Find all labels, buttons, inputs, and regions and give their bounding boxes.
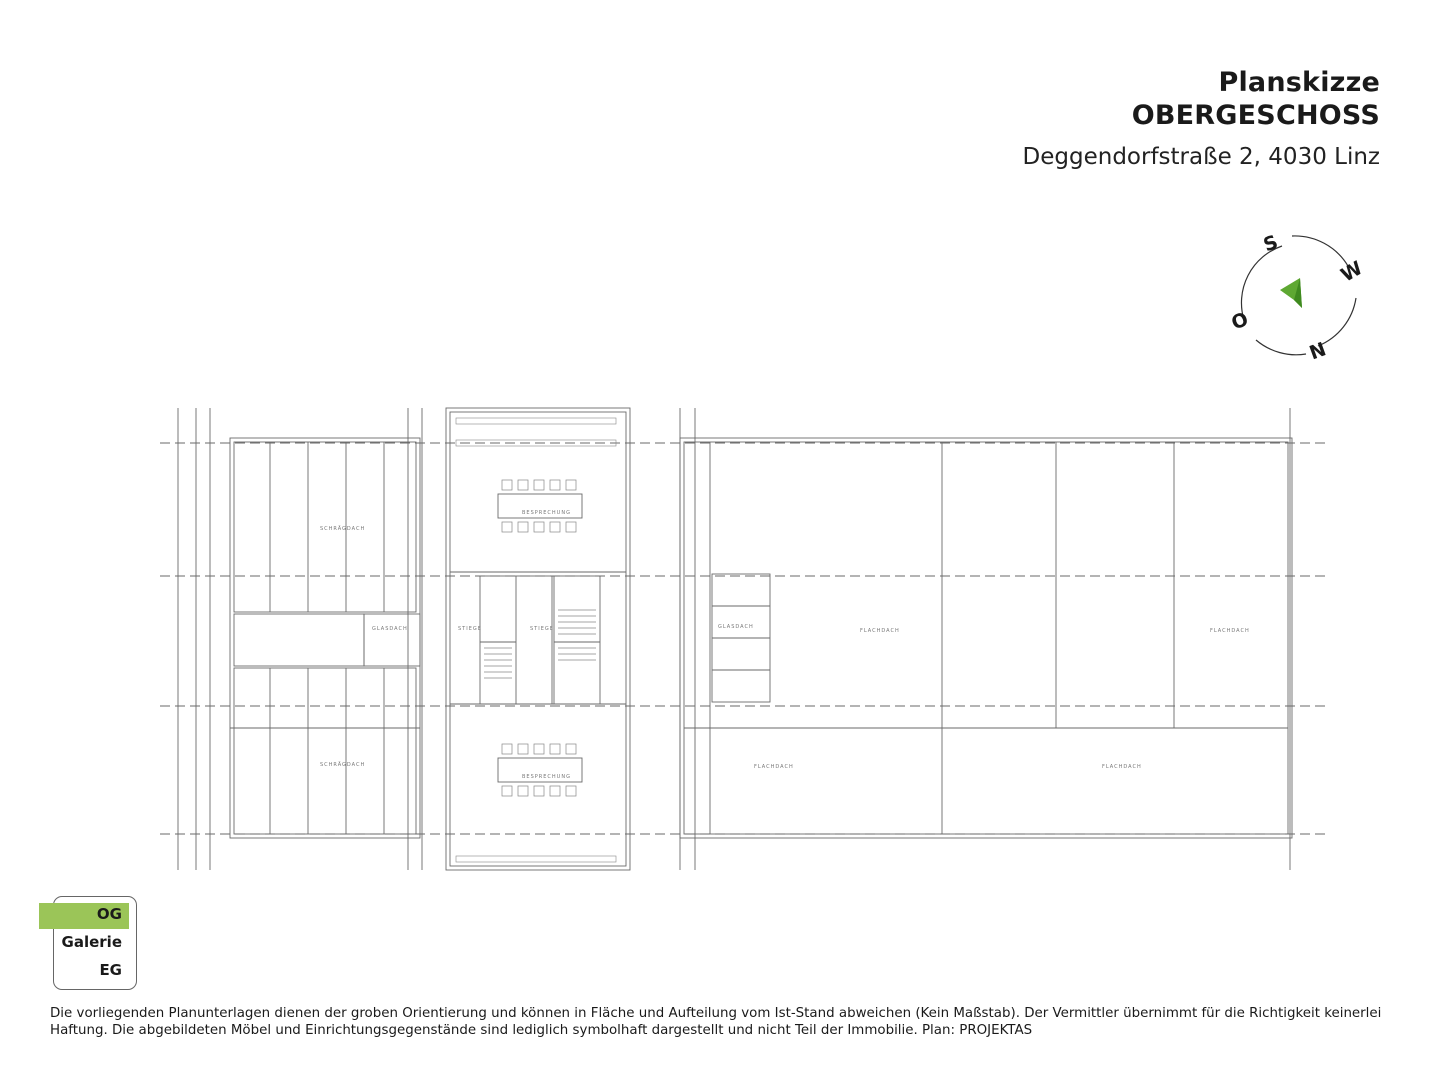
- title-block: [1023, 66, 1380, 178]
- floor-plan: [150, 398, 1340, 880]
- compass-rose: [1222, 228, 1372, 368]
- label-stair-right: STIEGE: [530, 626, 554, 632]
- floor-title: OBERGESCHOSS: [1131, 100, 1380, 131]
- label-flat-roof-right: FLACHDACH: [1102, 764, 1142, 770]
- label-roof-upper-left: SCHRÄGDACH: [320, 526, 366, 532]
- compass-east-label: O: [1228, 308, 1252, 335]
- compass-north-label: N: [1306, 338, 1330, 365]
- label-stair-left: STIEGE: [458, 626, 482, 632]
- floor-plan-drawing: [150, 398, 1340, 880]
- floor-option-eg[interactable]: EG: [99, 961, 122, 979]
- label-flat-roof-upper-mid: FLACHDACH: [860, 628, 900, 634]
- plan-title: Planskizze: [1218, 67, 1380, 98]
- label-glass-roof-left: GLASDACH: [372, 626, 408, 632]
- disclaimer-text: Die vorliegenden Planunterlagen dienen der groben Orientierung und können in Fläche und Aufteilung vom Ist-Stand abweichen (Kein Maßstab). Der Vermittler übernimmt für die Richtigkeit keinerlei Haftung. Die abgebildeten Möbel und Einrichtungsgegenstände sind lediglich symbolhaft dargestellt und nicht Teil der Immobilie. Plan: PROJEKTAS: [50, 1006, 1382, 1038]
- compass-arrow-icon: [1280, 278, 1302, 308]
- label-meeting-room-bottom: BESPRECHUNG: [522, 774, 571, 780]
- property-address: Deggendorfstraße 2, 4030 Linz: [1022, 144, 1380, 170]
- label-flat-roof-upper-right: FLACHDACH: [1210, 628, 1250, 634]
- compass-south-label: S: [1260, 231, 1281, 257]
- floor-option-galerie[interactable]: Galerie: [61, 933, 122, 951]
- label-meeting-room-top: BESPRECHUNG: [522, 510, 571, 516]
- label-glass-roof-right: GLASDACH: [718, 624, 754, 630]
- floor-option-og[interactable]: OG: [96, 905, 122, 923]
- compass-west-label: W: [1337, 256, 1367, 287]
- label-flat-roof-center: FLACHDACH: [754, 764, 794, 770]
- label-roof-lower-left: SCHRÄGDACH: [320, 762, 366, 768]
